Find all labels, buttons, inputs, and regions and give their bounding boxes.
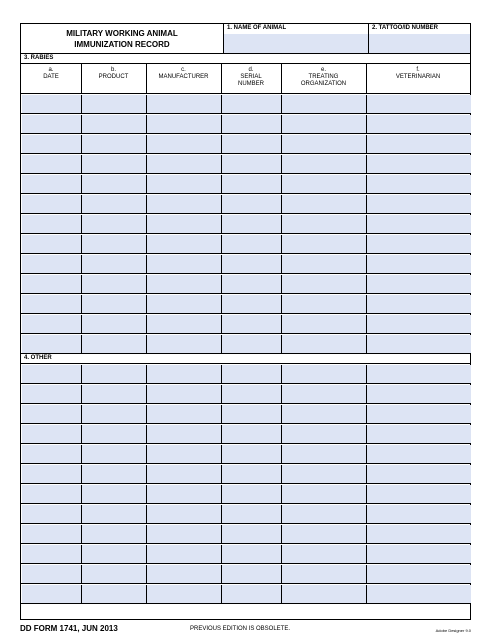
rabies-manufacturer-field[interactable]: [147, 255, 222, 273]
tattoo-id-cell: [368, 24, 470, 53]
other-divider-top: [21, 353, 470, 354]
column-header-treating-organization: [281, 67, 366, 88]
rabies-row: [21, 334, 470, 354]
other-product-field[interactable]: [82, 425, 147, 443]
column-divider: [366, 63, 367, 93]
rabies-veterinarian-field[interactable]: [367, 175, 471, 193]
rabies-manufacturer-field[interactable]: [147, 215, 222, 233]
other-veterinarian-field[interactable]: [367, 585, 471, 603]
other-treating-organization-field[interactable]: [282, 385, 367, 403]
rabies-manufacturer-field[interactable]: [147, 195, 222, 213]
rabies-treating-organization-field[interactable]: [282, 275, 367, 293]
rabies-veterinarian-field[interactable]: [367, 275, 471, 293]
edition-note: PREVIOUS EDITION IS OBSOLETE.: [190, 626, 291, 632]
rabies-product-field[interactable]: [82, 275, 147, 293]
column-divider: [81, 63, 82, 93]
column-label: PRODUCT: [98, 74, 129, 80]
column-label: VETERINARIAN: [395, 74, 441, 80]
rabies-veterinarian-field[interactable]: [367, 295, 471, 313]
rabies-manufacturer-field[interactable]: [147, 335, 222, 353]
other-manufacturer-field[interactable]: [147, 505, 222, 523]
other-manufacturer-field[interactable]: [147, 585, 222, 603]
rabies-row: [21, 254, 470, 274]
rabies-serial-number-field[interactable]: [222, 135, 282, 153]
other-veterinarian-field[interactable]: [367, 445, 471, 463]
other-manufacturer-field[interactable]: [147, 385, 222, 403]
other-serial-number-field[interactable]: [222, 565, 282, 583]
other-serial-number-field[interactable]: [222, 545, 282, 563]
software-note: Adobe Designer 9.0: [435, 628, 471, 633]
rabies-serial-number-field[interactable]: [222, 95, 282, 113]
rabies-serial-number-field[interactable]: [222, 175, 282, 193]
rabies-treating-organization-field[interactable]: [282, 115, 367, 133]
form-sheet: [20, 23, 471, 620]
other-date-field[interactable]: [22, 585, 82, 603]
rabies-row: [21, 154, 470, 174]
rabies-date-field[interactable]: [22, 235, 82, 253]
other-date-field[interactable]: [22, 445, 82, 463]
rabies-treating-organization-field[interactable]: [282, 335, 367, 353]
other-manufacturer-field[interactable]: [147, 565, 222, 583]
rabies-manufacturer-field[interactable]: [147, 135, 222, 153]
rabies-manufacturer-field[interactable]: [147, 155, 222, 173]
rabies-veterinarian-field[interactable]: [367, 155, 471, 173]
other-date-field[interactable]: [22, 565, 82, 583]
other-row: [21, 524, 470, 544]
rabies-serial-number-field[interactable]: [222, 275, 282, 293]
rabies-row: [21, 294, 470, 314]
column-header-veterinarian: [366, 67, 470, 81]
other-treating-organization-field[interactable]: [282, 425, 367, 443]
rabies-row: [21, 274, 470, 294]
other-date-field[interactable]: [22, 365, 82, 383]
rabies-treating-organization-field[interactable]: [282, 195, 367, 213]
rabies-serial-number-field[interactable]: [222, 215, 282, 233]
rabies-treating-organization-field[interactable]: [282, 295, 367, 313]
rabies-date-field[interactable]: [22, 195, 82, 213]
rabies-veterinarian-field[interactable]: [367, 235, 471, 253]
rabies-date-field[interactable]: [22, 295, 82, 313]
rabies-product-field[interactable]: [82, 235, 147, 253]
other-row: [21, 464, 470, 484]
rabies-product-field[interactable]: [82, 175, 147, 193]
column-header-date: [21, 67, 81, 81]
rabies-date-field[interactable]: [22, 275, 82, 293]
rabies-veterinarian-field[interactable]: [367, 135, 471, 153]
rabies-veterinarian-field[interactable]: [367, 195, 471, 213]
column-header-manufacturer: [146, 67, 221, 81]
rabies-manufacturer-field[interactable]: [147, 115, 222, 133]
column-letter: e.: [320, 67, 326, 73]
other-manufacturer-field[interactable]: [147, 485, 222, 503]
column-label: TREATING ORGANIZATION: [300, 74, 347, 87]
rabies-treating-organization-field[interactable]: [282, 215, 367, 233]
rabies-treating-organization-field[interactable]: [282, 135, 367, 153]
rabies-product-field[interactable]: [82, 155, 147, 173]
other-date-field[interactable]: [22, 485, 82, 503]
other-date-field[interactable]: [22, 545, 82, 563]
rabies-treating-organization-field[interactable]: [282, 315, 367, 333]
other-treating-organization-field[interactable]: [282, 565, 367, 583]
rabies-date-field[interactable]: [22, 115, 82, 133]
other-product-field[interactable]: [82, 585, 147, 603]
other-serial-number-field[interactable]: [222, 445, 282, 463]
column-letter: c.: [181, 67, 186, 73]
rabies-product-field[interactable]: [82, 95, 147, 113]
rabies-manufacturer-field[interactable]: [147, 295, 222, 313]
other-row: [21, 504, 470, 524]
rabies-product-field[interactable]: [82, 255, 147, 273]
other-row: [21, 544, 470, 564]
rabies-row: [21, 134, 470, 154]
rabies-date-field[interactable]: [22, 255, 82, 273]
other-treating-organization-field[interactable]: [282, 405, 367, 423]
animal-name-label: 1. NAME OF ANIMAL: [227, 25, 287, 31]
rabies-date-field[interactable]: [22, 135, 82, 153]
other-treating-organization-field[interactable]: [282, 545, 367, 563]
other-product-field[interactable]: [82, 365, 147, 383]
other-product-field[interactable]: [82, 565, 147, 583]
rabies-veterinarian-field[interactable]: [367, 315, 471, 333]
rabies-manufacturer-field[interactable]: [147, 175, 222, 193]
rabies-row: [21, 174, 470, 194]
rabies-row: [21, 214, 470, 234]
other-product-field[interactable]: [82, 505, 147, 523]
rabies-product-field[interactable]: [82, 335, 147, 353]
rabies-row: [21, 94, 470, 114]
other-veterinarian-field[interactable]: [367, 525, 471, 543]
rabies-serial-number-field[interactable]: [222, 335, 282, 353]
rabies-serial-number-field[interactable]: [222, 255, 282, 273]
other-treating-organization-field[interactable]: [282, 485, 367, 503]
column-letter: b.: [110, 67, 116, 73]
other-manufacturer-field[interactable]: [147, 405, 222, 423]
other-row: [21, 364, 470, 384]
other-manufacturer-field[interactable]: [147, 365, 222, 383]
column-letter: d.: [248, 67, 254, 73]
rabies-veterinarian-field[interactable]: [367, 95, 471, 113]
other-serial-number-field[interactable]: [222, 405, 282, 423]
rabies-product-field[interactable]: [82, 115, 147, 133]
other-treating-organization-field[interactable]: [282, 445, 367, 463]
other-manufacturer-field[interactable]: [147, 525, 222, 543]
animal-name-field[interactable]: [224, 34, 368, 53]
other-serial-number-field[interactable]: [222, 505, 282, 523]
rabies-manufacturer-field[interactable]: [147, 95, 222, 113]
other-manufacturer-field[interactable]: [147, 445, 222, 463]
other-serial-number-field[interactable]: [222, 385, 282, 403]
column-header-product: [81, 67, 146, 81]
rabies-manufacturer-field[interactable]: [147, 275, 222, 293]
header-divider: [21, 53, 470, 54]
column-label: SERIAL NUMBER: [237, 74, 264, 87]
column-letter: f.: [416, 67, 420, 73]
other-date-field[interactable]: [22, 465, 82, 483]
rabies-veterinarian-field[interactable]: [367, 335, 471, 353]
row-divider: [21, 603, 470, 604]
rabies-date-field[interactable]: [22, 315, 82, 333]
other-veterinarian-field[interactable]: [367, 405, 471, 423]
rabies-date-field[interactable]: [22, 175, 82, 193]
other-veterinarian-field[interactable]: [367, 365, 471, 383]
other-treating-organization-field[interactable]: [282, 505, 367, 523]
rabies-row: [21, 194, 470, 214]
rabies-product-field[interactable]: [82, 315, 147, 333]
animal-name-cell: [223, 24, 368, 53]
other-serial-number-field[interactable]: [222, 585, 282, 603]
other-date-field[interactable]: [22, 405, 82, 423]
column-divider: [221, 63, 222, 93]
column-divider: [146, 63, 147, 93]
rabies-veterinarian-field[interactable]: [367, 215, 471, 233]
other-manufacturer-field[interactable]: [147, 465, 222, 483]
rabies-date-field[interactable]: [22, 95, 82, 113]
other-row: [21, 384, 470, 404]
other-date-field[interactable]: [22, 385, 82, 403]
rabies-row: [21, 314, 470, 334]
rabies-veterinarian-field[interactable]: [367, 115, 471, 133]
other-treating-organization-field[interactable]: [282, 365, 367, 383]
rabies-manufacturer-field[interactable]: [147, 315, 222, 333]
rabies-treating-organization-field[interactable]: [282, 175, 367, 193]
other-product-field[interactable]: [82, 385, 147, 403]
column-label: MANUFACTURER: [158, 74, 209, 80]
column-label: DATE: [43, 74, 59, 80]
form-id: DD FORM 1741, JUN 2013: [20, 624, 118, 633]
other-manufacturer-field[interactable]: [147, 425, 222, 443]
other-product-field[interactable]: [82, 545, 147, 563]
column-header-serial-number: [221, 67, 281, 88]
other-veterinarian-field[interactable]: [367, 385, 471, 403]
other-row: [21, 404, 470, 424]
other-veterinarian-field[interactable]: [367, 505, 471, 523]
other-row: [21, 424, 470, 444]
other-veterinarian-field[interactable]: [367, 465, 471, 483]
form-title: MILITARY WORKING ANIMAL IMMUNIZATION RECORD: [66, 28, 178, 49]
other-veterinarian-field[interactable]: [367, 425, 471, 443]
other-product-field[interactable]: [82, 445, 147, 463]
rabies-divider: [21, 63, 470, 64]
rabies-date-field[interactable]: [22, 335, 82, 353]
other-treating-organization-field[interactable]: [282, 465, 367, 483]
other-treating-organization-field[interactable]: [282, 525, 367, 543]
other-serial-number-field[interactable]: [222, 425, 282, 443]
other-row: [21, 584, 470, 604]
other-serial-number-field[interactable]: [222, 465, 282, 483]
other-product-field[interactable]: [82, 485, 147, 503]
rabies-date-field[interactable]: [22, 215, 82, 233]
rabies-row: [21, 114, 470, 134]
other-row: [21, 444, 470, 464]
rabies-treating-organization-field[interactable]: [282, 235, 367, 253]
tattoo-id-label: 2. TATTOO/ID NUMBER: [372, 25, 438, 31]
rabies-manufacturer-field[interactable]: [147, 235, 222, 253]
rabies-treating-organization-field[interactable]: [282, 255, 367, 273]
other-veterinarian-field[interactable]: [367, 485, 471, 503]
other-product-field[interactable]: [82, 465, 147, 483]
other-date-field[interactable]: [22, 505, 82, 523]
rabies-row: [21, 234, 470, 254]
other-manufacturer-field[interactable]: [147, 545, 222, 563]
other-row: [21, 564, 470, 584]
column-letter: a.: [48, 67, 54, 73]
other-serial-number-field[interactable]: [222, 365, 282, 383]
rabies-product-field[interactable]: [82, 195, 147, 213]
other-serial-number-field[interactable]: [222, 525, 282, 543]
tattoo-id-field[interactable]: [369, 34, 470, 53]
rabies-serial-number-field[interactable]: [222, 315, 282, 333]
rabies-serial-number-field[interactable]: [222, 115, 282, 133]
other-product-field[interactable]: [82, 405, 147, 423]
other-treating-organization-field[interactable]: [282, 585, 367, 603]
other-veterinarian-field[interactable]: [367, 565, 471, 583]
rabies-date-field[interactable]: [22, 155, 82, 173]
other-date-field[interactable]: [22, 525, 82, 543]
rabies-serial-number-field[interactable]: [222, 295, 282, 313]
rabies-product-field[interactable]: [82, 295, 147, 313]
column-divider: [281, 63, 282, 93]
other-product-field[interactable]: [82, 525, 147, 543]
rabies-treating-organization-field[interactable]: [282, 95, 367, 113]
other-date-field[interactable]: [22, 425, 82, 443]
other-veterinarian-field[interactable]: [367, 545, 471, 563]
rabies-serial-number-field[interactable]: [222, 195, 282, 213]
rabies-product-field[interactable]: [82, 135, 147, 153]
rabies-product-field[interactable]: [82, 215, 147, 233]
rabies-section-label: 3. RABIES: [24, 55, 54, 61]
rabies-serial-number-field[interactable]: [222, 155, 282, 173]
other-serial-number-field[interactable]: [222, 485, 282, 503]
rabies-serial-number-field[interactable]: [222, 235, 282, 253]
rabies-veterinarian-field[interactable]: [367, 255, 471, 273]
other-row: [21, 484, 470, 504]
rabies-treating-organization-field[interactable]: [282, 155, 367, 173]
other-section-label: 4. OTHER: [24, 355, 52, 361]
